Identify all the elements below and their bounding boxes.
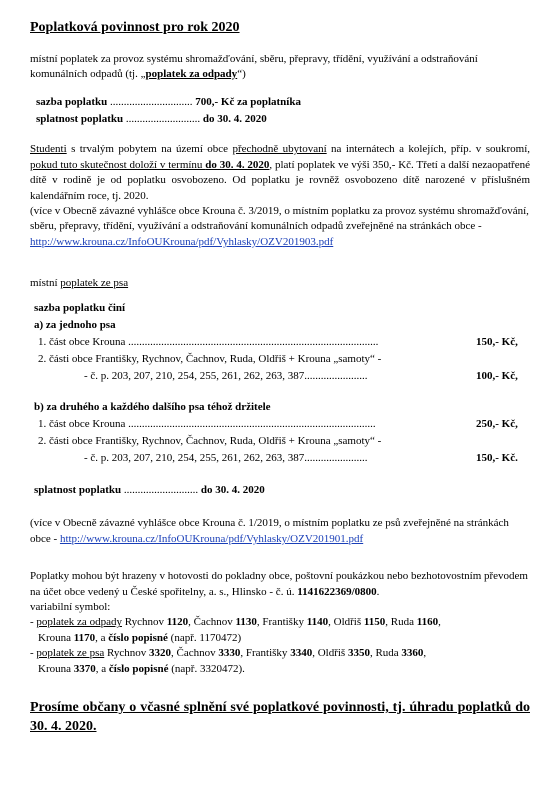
list-item: - poplatek za odpady Rychnov 1120, Čachnov 1130, Františky 1140, Oldřiš 1150, Ruda 1160, — [30, 616, 441, 629]
table-row: 2. části obce Františky, Rychnov, Čachnov, Ruda, Oldřiš + Krouna „samoty“ - — [38, 352, 382, 365]
dog-fee-heading: místní poplatek ze psa — [30, 277, 129, 290]
waste-fee-intro: místní poplatek za provoz systému shromažďování, sběru, přepravy, třídění, využívání a odstraňování komunálních odpadů (tj. „poplatek za odpady“) — [30, 52, 478, 80]
table-row: 1. část obce Krouna ........................................................................................... 150,- Kč, — [38, 335, 518, 348]
waste-regulation-link[interactable]: http://www.krouna.cz/InfoOUKrouna/pdf/Vyhlasky/OZV201903.pdf — [30, 235, 334, 248]
dog-regulation-link[interactable]: http://www.krouna.cz/InfoOUKrouna/pdf/Vyhlasky/OZV201901.pdf — [59, 532, 364, 545]
account-number: 1141622369/0800 — [297, 585, 377, 598]
document-page — [30, 18, 530, 737]
list-item: Krouna 1170, a číslo popisné (např. 1170472) — [38, 631, 242, 644]
page-title: Poplatková povinnost pro rok 2020 — [30, 20, 240, 35]
waste-due-value: do 30. 4. 2020 — [200, 113, 267, 126]
variable-symbol-label: variabilní symbol: — [30, 600, 111, 613]
dog-due-value: do 30. 4. 2020 — [198, 484, 265, 497]
students-paragraph: Studenti s trvalým pobytem na území obce přechodně ubytovaní na internátech a kolejích, příp. v soukromí, pokud tuto skutečnost doloží v termínu do 30. 4. 2020, platí poplatek ve výši 350,- Kč. Třetí a další nezaopatřené dítě v rodině je od poplatku osvobozeno. Od poplatku je rovněž osvobozeno dítě narozené v příslušném kalendářním roce, tj. 2020. (více v Obecně závazné vyhlášce obce Krouna č. 3/2019, o místním poplatku za provoz systému shromažďování, sběru, přepravy, třídění, využívání a odstraňování komunálních odpadů zveřejněné na stránkách obce - http://www.krouna.cz/InfoOUKrouna/pdf/Vyhlasky/OZV201903.pdf — [30, 142, 530, 250]
closing-appeal: Prosíme občany o včasné splnění své poplatkové povinnosti, tj. úhradu poplatků do 30. 4. 2020. — [30, 699, 530, 734]
waste-fee-term: poplatek za odpady — [145, 67, 238, 80]
dog-regulation-ref: (více v Obecně závazné vyhlášce obce Krouna č. 1/2019, o místním poplatku ze psů zveřejněné na stránkách obce - http://www.krouna.cz/InfoOUKrouna/pdf/Vyhlasky/OZV201901.pdf — [30, 517, 509, 545]
payment-paragraph: Poplatky mohou být hrazeny v hotovosti do pokladny obce, poštovní poukázkou nebo bezhotovostním převodem na účet obce vedený u České spořitelny, a. s., Hlinsko - č. ú. 1141622369/0800. — [30, 570, 528, 598]
waste-rate-value: 700,- Kč za poplatníka — [192, 96, 301, 109]
payment-section — [30, 569, 530, 677]
table-row: 1. část obce Krouna .......................................................................................... 250,- Kč, — [38, 417, 518, 430]
table-row: - č. p. 203, 207, 210, 254, 255, 261, 262, 263, 387....................... 150,- Kč. — [84, 451, 518, 464]
list-item: Krouna 3370, a číslo popisné (např. 3320472). — [38, 662, 245, 675]
list-item: - poplatek ze psa Rychnov 3320, Čachnov 3330, Františky 3340, Oldřiš 3350, Ruda 3360, — [30, 647, 427, 660]
dog-b-header: b) za druhého a každého dalšího psa téhož držitele — [34, 400, 271, 413]
waste-due-line: splatnost poplatku ........................... do 30. 4. 2020 — [36, 113, 267, 126]
waste-regulation-ref: (více v Obecně závazné vyhlášce obce Krouna č. 3/2019, o místním poplatku za provoz systému shromažďování, sběru, přepravy, třídění, využívání a odstraňování komunálních odpadů zveřejněné na stránkách obce - http://www.krouna.cz/InfoOUKrouna/pdf/Vyhlasky/OZV201903.pdf — [30, 205, 529, 248]
dog-due-line: splatnost poplatku ........................... do 30. 4. 2020 — [34, 484, 265, 497]
dog-rate-header: sazba poplatku činí — [34, 301, 126, 314]
waste-rate-line: sazba poplatku .............................. 700,- Kč za poplatníka — [36, 96, 301, 109]
table-row: - č. p. 203, 207, 210, 254, 255, 261, 262, 263, 387....................... 100,- Kč, — [84, 369, 518, 382]
table-row: 2. části obce Františky, Rychnov, Čachnov, Ruda, Oldřiš + Krouna „samoty“ - — [38, 434, 382, 447]
dog-a-header: a) za jednoho psa — [34, 318, 116, 331]
dog-fee-table — [30, 300, 530, 467]
